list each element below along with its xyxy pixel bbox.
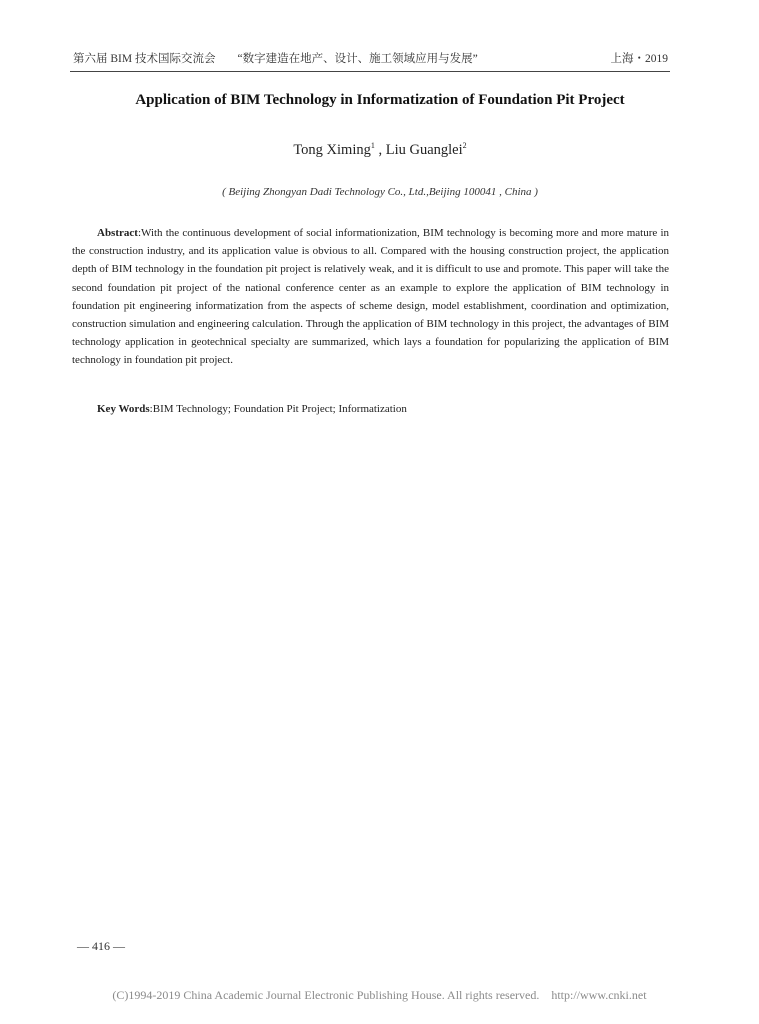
conference-name: 第六届 BIM 技术国际交流会	[73, 53, 216, 65]
author-line	[60, 141, 700, 159]
abstract-text: With the continuous development of social informationization, BIM technology is becoming more and more mature in the construction industry, and its application value is obvious to all. Compared with the housing construction project, the application depth of BIM technology in the foundation pit project is relatively weak, and it is difficult to use and promote. This paper will take the second foundation pit project of the national conference center as an example to explore the application of BIM technology in foundation pit engineering informatization from the aspects of scheme design, model establishment, coordination and optimization, construction simulation and engineering calculation. Through the application of BIM technology in this project, the advantages of BIM technology application in geotechnical specialty are summarized, which lays a foundation for popularizing the application of BIM technology in foundation pit project.	[72, 227, 669, 367]
copyright-text: (C)1994-2019 China Academic Journal Electronic Publishing House. All rights reserved.	[112, 988, 540, 1002]
author-name: Tong Ximing	[293, 141, 371, 158]
abstract-label: Abstract	[97, 227, 138, 239]
author-separator: ,	[374, 141, 386, 158]
running-header-left	[73, 50, 478, 66]
paper-title: Application of BIM Technology in Informatization of Foundation Pit Project	[135, 92, 625, 108]
conference-theme: “数字建造在地产、设计、施工领域应用与发展”	[237, 53, 478, 65]
keywords-separator: :	[149, 403, 153, 415]
keywords-label: Key Words	[97, 403, 150, 415]
author-name: Liu Guanglei	[385, 141, 463, 158]
conference-place-year: 上海・2019	[610, 53, 668, 65]
abstract-separator: :	[137, 227, 141, 239]
author-affiliation-mark: 1	[370, 141, 375, 150]
keywords	[97, 403, 657, 415]
copyright-footer	[0, 988, 759, 1003]
author-affiliation-mark: 2	[462, 141, 467, 150]
header-divider	[70, 71, 670, 72]
footer-url: http://www.cnki.net	[551, 988, 647, 1002]
affiliation: ( Beijing Zhongyan Dadi Technology Co., Ltd.,Beijing 100041 , China )	[222, 186, 538, 198]
keywords-text: BIM Technology; Foundation Pit Project; Informatization	[152, 403, 407, 415]
running-header	[73, 50, 668, 68]
abstract-paragraph	[72, 224, 669, 370]
page-number: — 416 —	[77, 939, 125, 953]
